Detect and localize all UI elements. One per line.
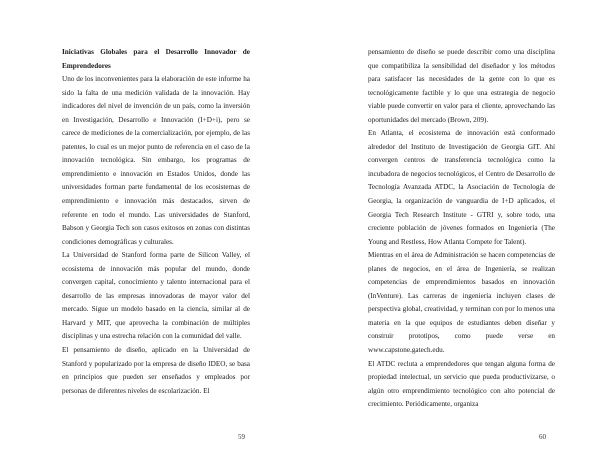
paragraph: En Atlanta, el ecosistema de innovación está conformado alrededor del Instituto de Investigación de Georgia GIT. Ahí convergen centros de transferencia tecnológica como la incubadora de negocios tecnológicos, el Centro de Desarrollo de Tecnología Avanzada ATDC, la Asociación de Tecnología de Georgia, la organización de vanguardia de I+D aplicados, el Georgia Tech Research Institute - GTRI y, sobre todo, una creciente población de jóvenes formados en Ingeniería (The Young and Restless, How Atlanta Compete for Talent). (368, 129, 555, 246)
page-number: 59 (238, 433, 245, 441)
paragraph: Mientras en el área de Administración se hacen competencias de planes de negocios, en el área de Ingeniería, se realizan competencias de emprendimientos basados en innovación (InVenture). Las carreras de ingeniería incluyen clases de perspectiva global, creatividad, y terminan con por lo menos una materia en la que equipos de estudiantes deben diseñar y construir prototipos, como puede verse en www.capstone.gatech.edu. (368, 251, 555, 355)
right-page-text-column (368, 46, 555, 412)
right-page (300, 0, 600, 473)
paragraph: El pensamiento de diseño, aplicado en la Universidad de Stanford y popularizado por la empresa de diseño IDEO, se basa en principios que pueden ser enseñados y empleados por personas de diferentes niveles de escolarización. El (62, 346, 250, 395)
page-number: 60 (539, 433, 546, 441)
paragraph: Uno de los inconvenientes para la elaboración de este informe ha sido la falta de una medición validada de la innovación. Hay indicadores del nivel de invención de un país, como la inversión en Investigación, Desarrollo e Innovación (I+D+i), pero se carece de mediciones de la comercialización, por ejemplo, de las patentes, lo cual es un mejor punto de referencia en el caso de la innovación tecnológica. Sin embargo, los programas de emprendimiento e innovación en Estados Unidos, donde las universidades forman parte fundamental de los ecosistemas de emprendimiento e innovación más destacados, sirven de referente en todo el mundo. Las universidades de Stanford, Babson y Georgia Tech son casos exitosos en zonas con distintas condiciones demográficas y culturales. (62, 75, 250, 246)
paragraph: El ATDC recluta a emprendedores que tengan alguna forma de propiedad intelectual, un servicio que pueda productivizarse, o algún otro emprendimiento tecnológico con alto potencial de crecimiento. Periódicamente, organiza (368, 359, 555, 409)
section-heading: Iniciativas Globales para el Desarrollo Innovador de Emprendedores (62, 48, 250, 70)
paragraph: La Universidad de Stanford forma parte de Silicon Valley, el ecosistema de innovación más popular del mundo, donde convergen capital, conocimiento y talento internacional para el desarrollo de las empresas innovadoras de mayor valor del mercado. Sigue un modelo basado en la ciencia, similar al de Harvard y MIT, que aprovecha la combinación de múltiples disciplinas y una estrecha relación con la comunidad del valle. (62, 251, 250, 341)
left-page-text-column (62, 46, 250, 398)
paragraph: pensamiento de diseño se puede describir como una disciplina que compatibiliza la sensibilidad del diseñador y los métodos para satisfacer las necesidades de la gente con lo que es tecnológicamente factible y lo que una estrategia de negocio viable puede convertir en valor para el cliente, aprovechando las oportunidades del mercado (Brown, 209). (368, 48, 555, 124)
